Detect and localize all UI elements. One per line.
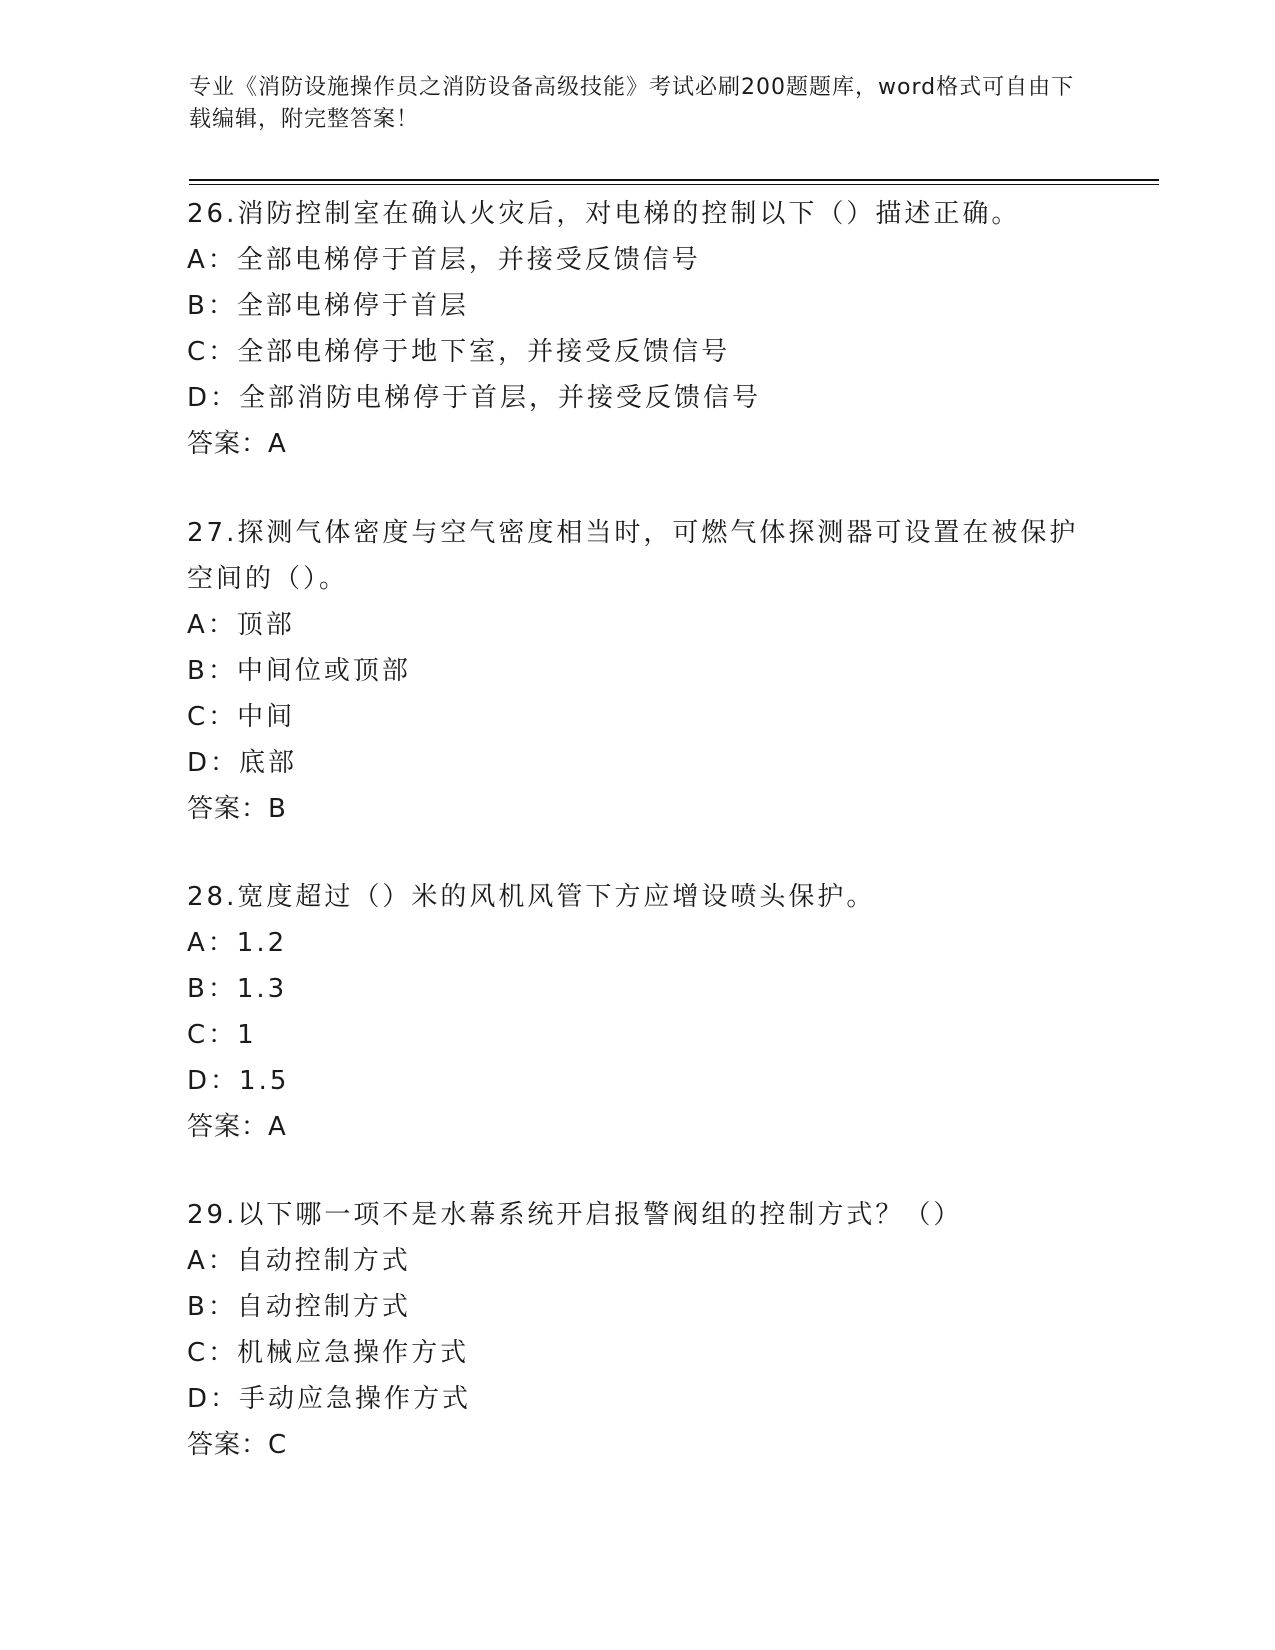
question-28 [187, 874, 1087, 1150]
header-divider-thin [189, 184, 1159, 185]
answer-label: 答案：A [187, 429, 287, 459]
answer-label: 答案：B [187, 794, 287, 824]
option-c: C：1 [187, 1020, 257, 1050]
question-stem: 28.宽度超过（）米的风机风管下方应增设喷头保护。 [187, 882, 876, 912]
option-d: D：底部 [187, 748, 298, 778]
option-d: D：1.5 [187, 1066, 290, 1096]
option-c: C：全部电梯停于地下室，并接受反馈信号 [187, 337, 731, 367]
option-b: B：全部电梯停于首层 [187, 291, 469, 321]
option-a: A：1.2 [187, 928, 288, 958]
option-a: A：自动控制方式 [187, 1246, 411, 1276]
question-stem: 29.以下哪一项不是水幕系统开启报警阀组的控制方式？（） [187, 1200, 963, 1230]
option-a: A：顶部 [187, 610, 295, 640]
option-d: D：全部消防电梯停于首层，并接受反馈信号 [187, 383, 762, 413]
question-29 [187, 1192, 1087, 1468]
question-27 [187, 510, 1087, 832]
option-a: A：全部电梯停于首层，并接受反馈信号 [187, 245, 701, 275]
option-c: C：中间 [187, 702, 296, 732]
header-divider-thick [189, 179, 1159, 181]
option-b: B：自动控制方式 [187, 1292, 411, 1322]
question-26 [187, 191, 1087, 467]
question-stem: 27.探测气体密度与空气密度相当时，可燃气体探测器可设置在被保护 [187, 518, 1079, 548]
document-header: 专业《消防设施操作员之消防设备高级技能》考试必刷200题题库，word格式可自由下载编辑，附完整答案！ [189, 75, 1075, 132]
question-stem-continued: 空间的（）。 [187, 564, 349, 594]
answer-label: 答案：C [187, 1430, 288, 1460]
answer-label: 答案：A [187, 1112, 287, 1142]
option-d: D：手动应急操作方式 [187, 1384, 472, 1414]
option-c: C：机械应急操作方式 [187, 1338, 470, 1368]
option-b: B：中间位或顶部 [187, 656, 411, 686]
option-b: B：1.3 [187, 974, 288, 1004]
question-stem: 26.消防控制室在确认火灾后，对电梯的控制以下（）描述正确。 [187, 199, 1021, 229]
